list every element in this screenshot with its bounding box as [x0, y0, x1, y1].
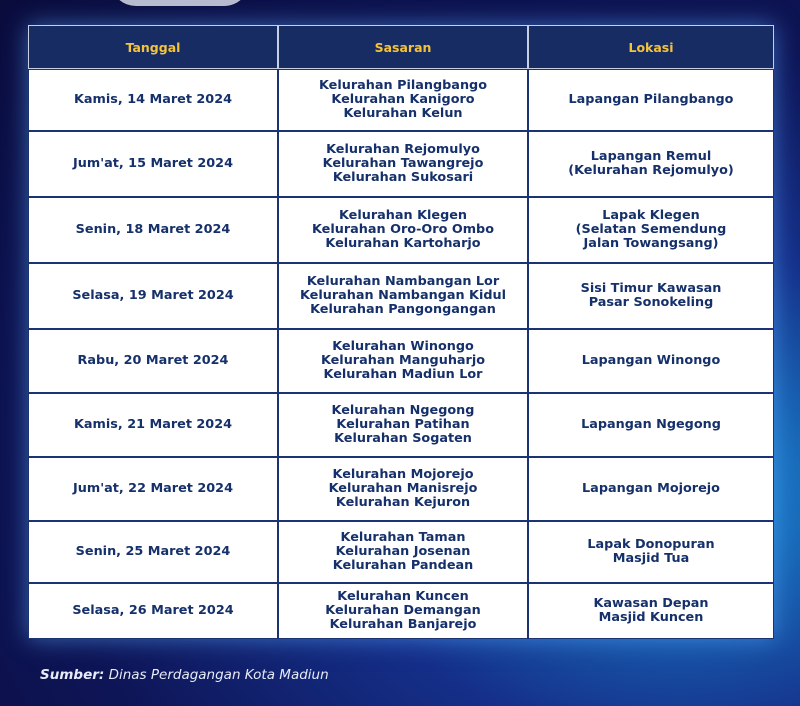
table-row [28, 457, 774, 521]
target-line: Kelurahan Kelun [343, 106, 463, 121]
location-cell [528, 329, 774, 393]
table-row [28, 521, 774, 583]
location-line: Lapak Klegen [602, 208, 700, 223]
header-location: Lokasi [528, 25, 774, 69]
target-line: Kelurahan Banjarejo [329, 617, 477, 632]
location-line: Lapak Donopuran [587, 537, 715, 552]
location-line: (Selatan Semendung [575, 222, 727, 237]
source-note [40, 667, 329, 683]
target-line: Kelurahan Madiun Lor [323, 367, 483, 382]
location-line: Kawasan Depan [593, 596, 709, 611]
source-label: Sumber: [40, 667, 105, 683]
target-line: Kelurahan Kuncen [337, 589, 469, 604]
schedule-table-container [28, 25, 774, 639]
target-line: Kelurahan Manisrejo [328, 481, 478, 496]
location-cell [528, 131, 774, 197]
date-cell: Selasa, 19 Maret 2024 [28, 263, 278, 329]
target-cell [278, 457, 528, 521]
date-cell: Senin, 25 Maret 2024 [28, 521, 278, 583]
location-cell [528, 521, 774, 583]
target-cell [278, 393, 528, 457]
table-row [28, 69, 774, 131]
target-line: Kelurahan Sukosari [332, 170, 474, 185]
location-line: Lapangan Remul [590, 149, 712, 164]
target-line: Kelurahan Pilangbango [318, 78, 488, 93]
target-line: Kelurahan Pandean [332, 558, 474, 573]
top-ornament [110, 0, 250, 6]
target-line: Kelurahan Ngegong [331, 403, 475, 418]
location-line: (Kelurahan Rejomulyo) [568, 163, 734, 178]
location-cell [528, 263, 774, 329]
target-cell [278, 69, 528, 131]
date-cell: Kamis, 14 Maret 2024 [28, 69, 278, 131]
location-cell [528, 393, 774, 457]
target-line: Kelurahan Sogaten [334, 431, 472, 446]
source-text: Dinas Perdagangan Kota Madiun [108, 667, 329, 683]
target-line: Kelurahan Kanigoro [331, 92, 475, 107]
target-line: Kelurahan Tawangrejo [322, 156, 484, 171]
location-line: Jalan Towangsang) [583, 236, 719, 251]
table-row [28, 131, 774, 197]
location-line: Pasar Sonokeling [588, 295, 714, 310]
table-row [28, 583, 774, 639]
schedule-table [28, 25, 774, 639]
date-cell: Jum'at, 15 Maret 2024 [28, 131, 278, 197]
target-line: Kelurahan Josenan [335, 544, 471, 559]
location-line: Lapangan Pilangbango [568, 92, 734, 107]
location-cell [528, 69, 774, 131]
location-line: Sisi Timur Kawasan [580, 281, 722, 296]
location-line: Lapangan Mojorejo [582, 481, 720, 496]
table-header-row [28, 25, 774, 69]
target-line: Kelurahan Pangongangan [310, 302, 496, 317]
location-line: Masjid Kuncen [598, 610, 704, 625]
target-line: Kelurahan Klegen [338, 208, 468, 223]
date-cell: Rabu, 20 Maret 2024 [28, 329, 278, 393]
target-line: Kelurahan Winongo [332, 339, 474, 354]
target-cell [278, 583, 528, 639]
target-line: Kelurahan Nambangan Kidul [299, 288, 507, 303]
target-line: Kelurahan Nambangan Lor [306, 274, 500, 289]
target-line: Kelurahan Manguharjo [320, 353, 486, 368]
target-line: Kelurahan Rejomulyo [326, 142, 480, 157]
table-row [28, 393, 774, 457]
target-line: Kelurahan Kejuron [335, 495, 471, 510]
date-cell: Selasa, 26 Maret 2024 [28, 583, 278, 639]
location-line: Lapangan Winongo [581, 353, 721, 368]
location-cell [528, 457, 774, 521]
target-cell [278, 521, 528, 583]
target-line: Kelurahan Oro-Oro Ombo [311, 222, 495, 237]
date-cell: Senin, 18 Maret 2024 [28, 197, 278, 263]
target-line: Kelurahan Mojorejo [332, 467, 474, 482]
target-line: Kelurahan Kartoharjo [325, 236, 481, 251]
target-cell [278, 263, 528, 329]
date-cell: Kamis, 21 Maret 2024 [28, 393, 278, 457]
location-cell [528, 197, 774, 263]
target-line: Kelurahan Patihan [336, 417, 470, 432]
date-cell: Jum'at, 22 Maret 2024 [28, 457, 278, 521]
table-row [28, 329, 774, 393]
target-line: Kelurahan Demangan [325, 603, 481, 618]
table-row [28, 263, 774, 329]
target-cell [278, 197, 528, 263]
target-cell [278, 131, 528, 197]
location-line: Masjid Tua [612, 551, 690, 566]
table-row [28, 197, 774, 263]
location-cell [528, 583, 774, 639]
header-date: Tanggal [28, 25, 278, 69]
location-line: Lapangan Ngegong [581, 417, 721, 432]
target-line: Kelurahan Taman [340, 530, 466, 545]
header-target: Sasaran [278, 25, 528, 69]
target-cell [278, 329, 528, 393]
